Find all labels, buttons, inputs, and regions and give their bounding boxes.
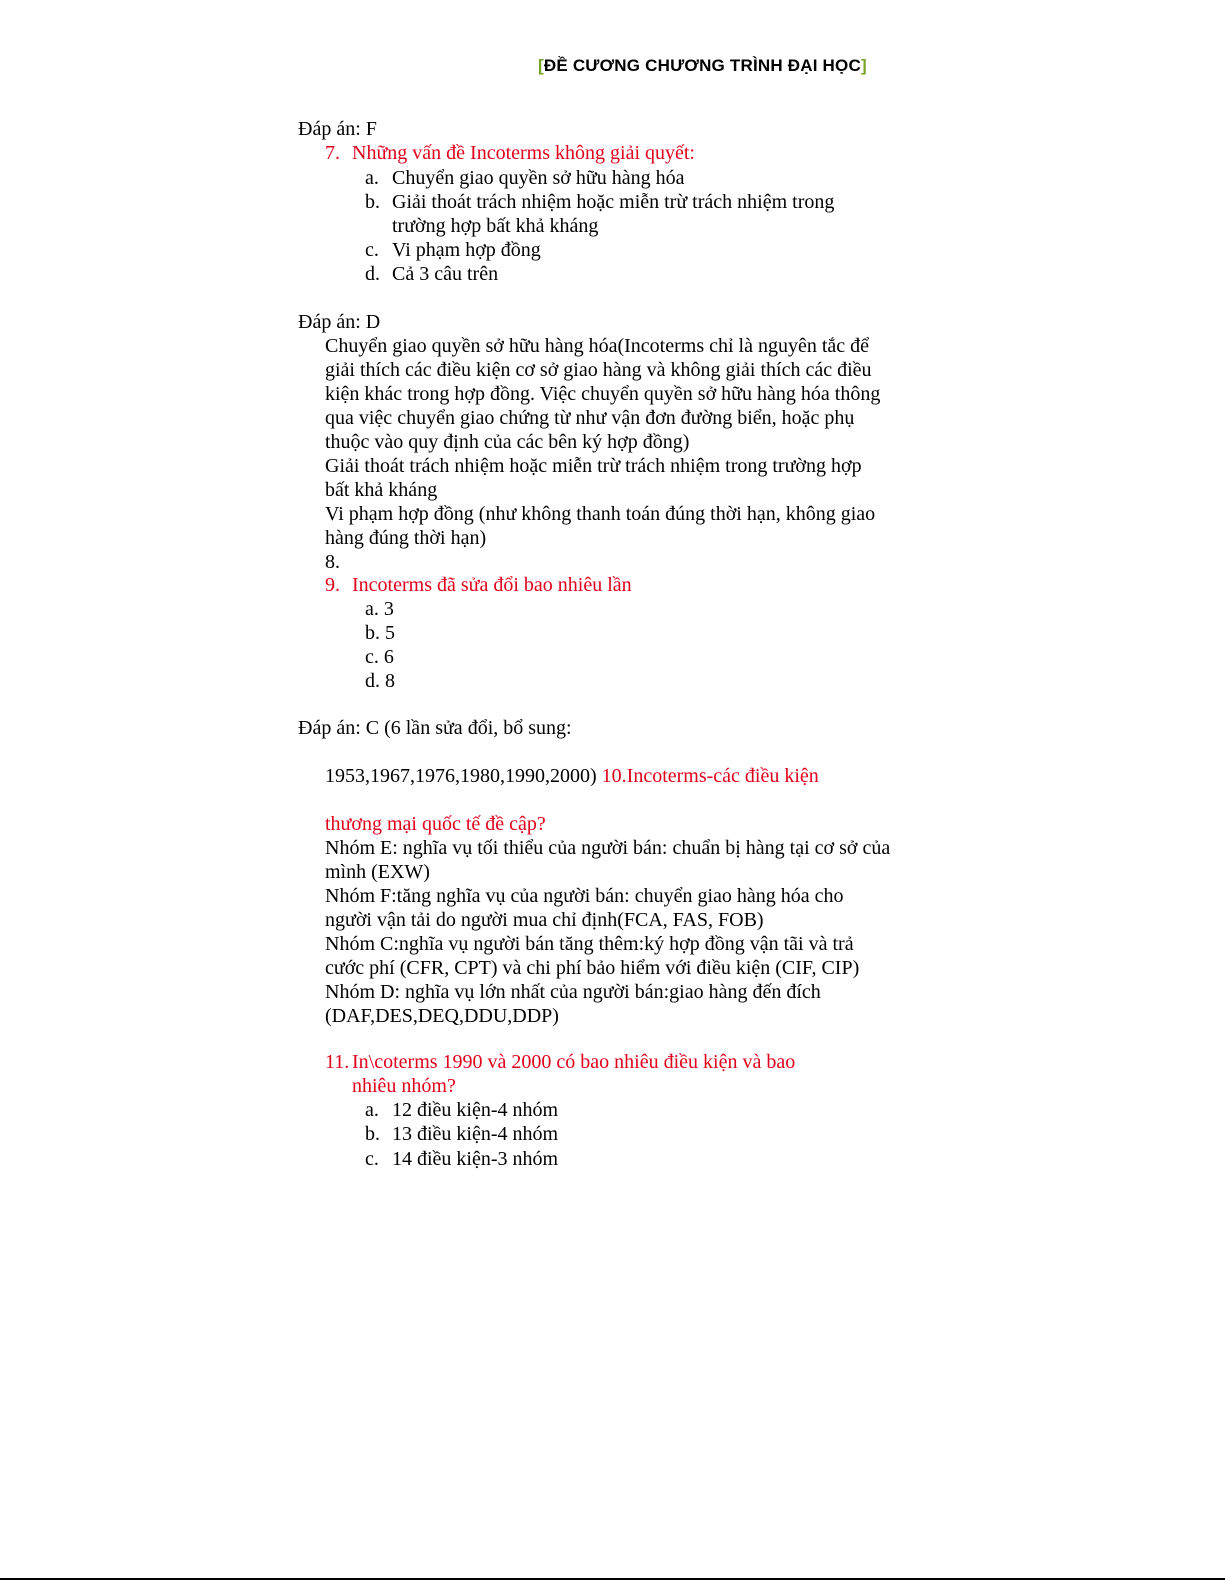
q7-option-text: Giải thoát trách nhiệm hoặc miễn trừ trách nhiệm trong — [392, 191, 835, 213]
q8-number: 8. — [325, 551, 340, 573]
q7-explanation-line: bất khả kháng — [325, 479, 438, 501]
q11-option-text: 12 điều kiện-4 nhóm — [392, 1099, 559, 1121]
q11-option-letter: c. — [365, 1148, 379, 1170]
q10-question-part1: 10.Incoterms-các điều kiện — [601, 765, 819, 787]
q7-explanation-line: giải thích các điều kiện cơ sở giao hàng và không giải thích các điều — [325, 359, 872, 381]
q9-years: 1953,1967,1976,1980,1990,2000) — [325, 765, 597, 787]
header-close-bracket: ] — [860, 56, 867, 75]
q10-line: mình (EXW) — [325, 861, 430, 883]
q9-number: 9. — [325, 574, 340, 596]
q7-option-letter: c. — [365, 239, 379, 261]
q7-explanation-line: hàng đúng thời hạn) — [325, 527, 487, 549]
q10-line: (DAF,DES,DEQ,DDU,DDP) — [325, 1005, 559, 1027]
q11-option-letter: a. — [365, 1099, 379, 1121]
q10-question-part2: thương mại quốc tế đề cập? — [325, 813, 546, 835]
q10-line: Nhóm D: nghĩa vụ lớn nhất của người bán:giao hàng đến đích — [325, 981, 821, 1003]
page-bottom-rule — [0, 1578, 1225, 1580]
q7-option-text-continued: trường hợp bất khả kháng — [392, 215, 599, 237]
page-header — [538, 56, 867, 76]
q7-number: 7. — [325, 142, 340, 164]
q11-number: 11. — [325, 1051, 350, 1073]
previous-answer: Đáp án: F — [298, 118, 377, 140]
q7-explanation-line: Vi phạm hợp đồng (như không thanh toán đúng thời hạn, không giao — [325, 503, 876, 525]
q7-option-letter: b. — [365, 191, 380, 213]
q7-option-text: Chuyển giao quyền sở hữu hàng hóa — [392, 167, 685, 189]
q9-option: c. 6 — [365, 646, 394, 668]
q11-option-text: 14 điều kiện-3 nhóm — [392, 1148, 559, 1170]
q7-answer: Đáp án: D — [298, 311, 381, 333]
q7-explanation-line: Giải thoát trách nhiệm hoặc miễn trừ trách nhiệm trong trường hợp — [325, 455, 862, 477]
q9-answer-years — [325, 764, 819, 788]
q11-option-text: 13 điều kiện-4 nhóm — [392, 1123, 559, 1145]
q10-line: Nhóm C:nghĩa vụ người bán tăng thêm:ký hợp đồng vận tãi và trả — [325, 933, 854, 955]
q9-question: Incoterms đã sửa đổi bao nhiêu lần — [352, 574, 632, 596]
q9-option: d. 8 — [365, 670, 395, 692]
q10-line: người vận tải do người mua chỉ định(FCA, FAS, FOB) — [325, 909, 764, 931]
q11-option-letter: b. — [365, 1123, 380, 1145]
q9-answer: Đáp án: C (6 lần sửa đổi, bổ sung: — [298, 717, 572, 739]
q7-option-letter: d. — [365, 263, 380, 285]
header-open-bracket: [ — [538, 56, 544, 75]
q9-option: b. 5 — [365, 622, 395, 644]
q9-option: a. 3 — [365, 598, 394, 620]
q10-line: cước phí (CFR, CPT) và chi phí bảo hiểm với điều kiện (CIF, CIP) — [325, 957, 860, 979]
q7-option-text: Cả 3 câu trên — [392, 263, 499, 285]
q11-question-line2: nhiêu nhóm? — [352, 1075, 456, 1097]
q10-line: Nhóm E: nghĩa vụ tối thiểu của người bán: chuẩn bị hàng tại cơ sở của — [325, 837, 891, 859]
q7-explanation-line: Chuyển giao quyền sở hữu hàng hóa(Incoterms chỉ là nguyên tắc để — [325, 335, 870, 357]
q7-option-text: Vi phạm hợp đồng — [392, 239, 541, 261]
header-title: ĐỀ CƯƠNG CHƯƠNG TRÌNH ĐẠI HỌC — [543, 56, 861, 75]
q11-question-line1: In\coterms 1990 và 2000 có bao nhiêu điều kiện và bao — [352, 1051, 796, 1073]
q7-explanation-line: qua việc chuyển giao chứng từ như vận đơn đường biển, hoặc phụ — [325, 407, 855, 429]
q10-line: Nhóm F:tăng nghĩa vụ của người bán: chuyển giao hàng hóa cho — [325, 885, 844, 907]
q7-question: Những vấn đề Incoterms không giải quyết: — [352, 142, 695, 164]
q7-explanation-line: thuộc vào quy định của các bên ký hợp đồng) — [325, 431, 690, 453]
q7-option-letter: a. — [365, 167, 379, 189]
q7-explanation-line: kiện khác trong hợp đồng. Việc chuyển quyền sở hữu hàng hóa thông — [325, 383, 881, 405]
